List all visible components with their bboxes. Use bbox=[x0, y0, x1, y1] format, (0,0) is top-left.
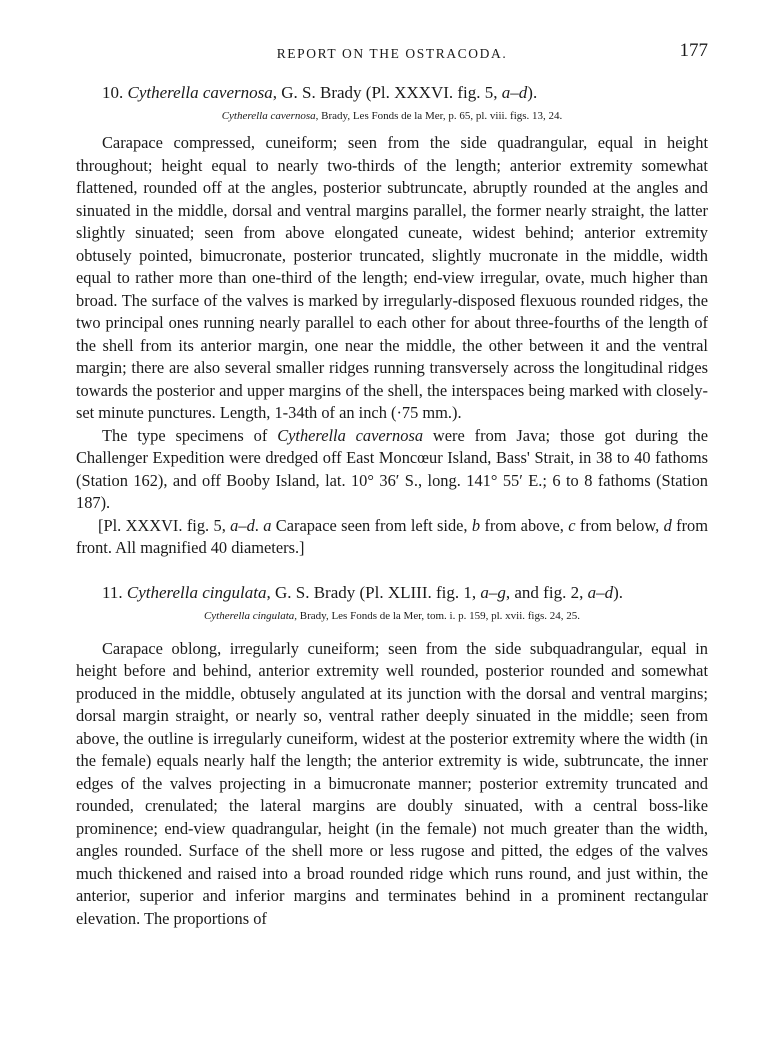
distribution-species-name: Cytherella cavernosa bbox=[277, 425, 424, 445]
plate-text: from front. All magnified 40 diameters.] bbox=[76, 515, 709, 557]
heading-mid: , and fig. 2, bbox=[505, 582, 588, 602]
ref-citation: , Brady, Les Fonds de la Mer, tom. i. p. 159, pl. xvii. figs. 24, 25. bbox=[294, 609, 581, 622]
species-heading-10 bbox=[102, 82, 708, 104]
distribution-text: The type specimens of bbox=[102, 425, 278, 445]
fig-letter-b: b bbox=[471, 515, 481, 535]
running-head bbox=[76, 40, 708, 68]
species-name: Cytherella cingulata bbox=[126, 582, 267, 602]
figure-range: a–d bbox=[501, 83, 528, 102]
heading-close: ). bbox=[613, 582, 623, 602]
figure-range: a–g bbox=[480, 582, 506, 602]
species-name: Cytherella cavernosa bbox=[127, 83, 273, 102]
fig-letter-d: d bbox=[663, 515, 672, 535]
distribution-paragraph-10 bbox=[76, 425, 708, 515]
species-authority: , G. S. Brady (Pl. XXXVI. fig. 5, bbox=[272, 83, 502, 102]
plate-range: a–d bbox=[230, 515, 255, 535]
plate-sep: . bbox=[254, 515, 264, 535]
plate-text: from below, bbox=[575, 515, 664, 535]
fig-letter-c: c bbox=[568, 515, 576, 535]
running-title: REPORT ON THE OSTRACODA. bbox=[276, 46, 508, 61]
plate-ref: [Pl. XXXVI. fig. 5, bbox=[98, 515, 231, 535]
ref-species-name: Cytherella cingulata bbox=[203, 609, 295, 622]
distribution-text-end: were from Java; those got during the Challenger Expedition were dredged off East Moncœur Island, Bass' Strait, in 38 to 40 fathoms (Station 162), and off Booby Island, lat. 10° 36′ S., long. 141° 55′ E.; 6 to 8 fathoms (Station 187). bbox=[76, 425, 708, 512]
page-number: 177 bbox=[679, 40, 708, 61]
heading-close: ). bbox=[527, 83, 538, 102]
species-authority: , G. S. Brady (Pl. XLIII. fig. 1, bbox=[266, 582, 481, 602]
figure-range-2: a–d bbox=[587, 582, 614, 602]
species-number: 10. bbox=[102, 83, 124, 102]
description-paragraph-11: Carapace oblong, irregularly cuneiform; seen from the side subquadrangular, equal in height before and behind, anterior extremity well rounded, posterior rounded and somewhat produced in the middle, obtusely angulated at its junction with the dorsal and ventral margins; dorsal margin straight, or nearly so, ventral rather deeply sinuated in the middle; seen from above, the outline is irregularly cuneiform, widest at the posterior extremity where the width (in the female) equals nearly half the length; the anterior extremity is wide, subtruncate, the inner edges of the valves projecting in a bimucronate manner; posterior extremity truncated and rounded, crenulated; the lateral margins are doubly sinuated, with a central boss-like prominence; end-view quadrangular, height (in the female) not much greater than the width, angles rounded. Surface of the shell more or less rugose and pitted, the edges of the valves much thickened and raised into a broad rounded ridge which runs round, and just within, the anterior, superior and inferior margins and terminates behind in a prominent rectangular elevation. The proportions of bbox=[76, 638, 708, 928]
ref-species-name: Cytherella cavernosa bbox=[221, 110, 316, 122]
fig-letter-a: a bbox=[263, 515, 272, 535]
species-number: 11. bbox=[102, 582, 123, 602]
plate-text: from above, bbox=[480, 515, 569, 535]
species-heading-11 bbox=[102, 582, 708, 604]
ref-citation: , Brady, Les Fonds de la Mer, p. 65, pl. viii. figs. 13, 24. bbox=[315, 110, 563, 122]
plate-explanation-10 bbox=[76, 515, 708, 560]
synonymy-reference-11 bbox=[76, 608, 708, 624]
plate-text: Carapace seen from left side, bbox=[271, 515, 472, 535]
description-paragraph-10: Carapace compressed, cuneiform; seen from the side quadrangular, equal in height throughout; height equal to nearly two-thirds of the length; anterior extremity somewhat flattened, rounded off at the angles, posterior subtruncate, abruptly rounded at the angles and sinuated in the middle, dorsal and ventral margins parallel, the former nearly straight, the latter slightly sinuated; seen from above elongated cuneate, widest behind; anterior extremity obtusely pointed, bimucronate, posterior truncated, slightly mucronate in the middle, width equal to rather more than one-third of the length; end-view irregular, ovate, much higher than broad. The surface of the valves is marked by irregularly-disposed flexuous rounded ridges, the two principal ones running nearly parallel to each other for about three-fourths of the length of the shell from its anterior margin, one near the middle, the other between it and the ventral margin; there are also several smaller ridges running transversely across the longitudinal ridges towards the posterior and upper margins of the shell, the interspaces being marked with closely-set minute punctures. Length, 1-34th of an inch (·75 mm.). bbox=[76, 133, 708, 422]
synonymy-reference-10 bbox=[76, 108, 708, 124]
